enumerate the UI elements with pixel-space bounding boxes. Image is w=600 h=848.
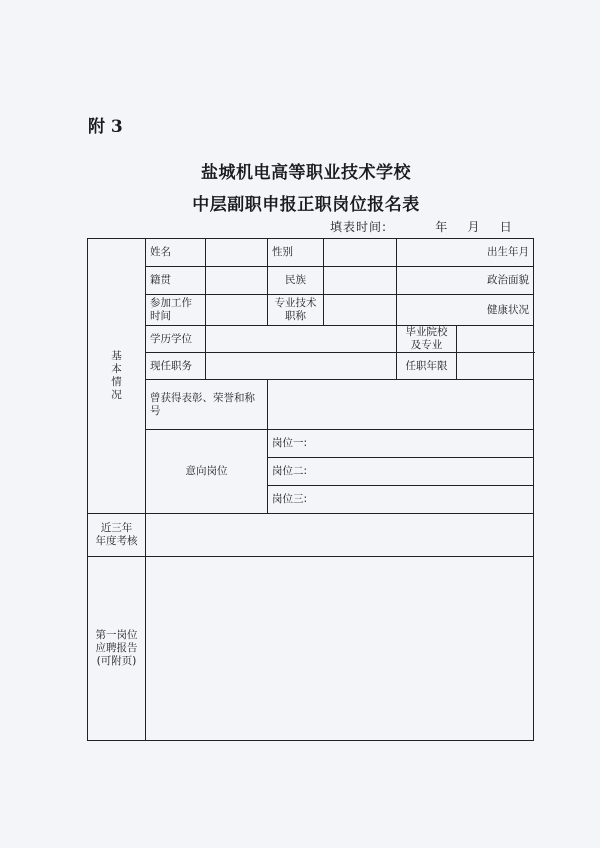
input-honors[interactable] (268, 380, 534, 430)
label-honors: 曾获得表彰、荣誉和称 号 (146, 380, 268, 430)
label-political-status: 政治面貌 (397, 267, 534, 295)
label-school: 毕业院校 及专业 (397, 326, 457, 353)
label-title: 专业技术 职称 (268, 295, 324, 326)
label-gender: 性别 (268, 239, 324, 267)
input-title[interactable] (324, 295, 397, 326)
input-current-post[interactable] (206, 353, 397, 380)
input-report[interactable] (146, 557, 534, 741)
input-post-3[interactable]: 岗位三: (268, 486, 534, 514)
input-native-place[interactable] (206, 267, 268, 295)
label-desired-post: 意向岗位 (146, 430, 268, 514)
label-ethnicity: 民族 (268, 267, 324, 295)
fill-date-label: 填表时间: (330, 220, 388, 234)
input-gender[interactable] (324, 239, 397, 267)
section-appraisal: 近三年 年度考核 (88, 514, 146, 557)
label-degree: 学历学位 (146, 326, 206, 353)
input-school[interactable] (457, 326, 534, 353)
fill-date-day: 日 (499, 220, 513, 234)
registration-table (87, 238, 534, 741)
input-post-1[interactable]: 岗位一: (268, 430, 534, 458)
input-post-2[interactable]: 岗位二: (268, 458, 534, 486)
label-name: 姓名 (146, 239, 206, 267)
section-report: 第一岗位 应聘报告 (可附页) (88, 557, 146, 741)
label-health: 健康状况 (397, 295, 534, 326)
label-tenure: 任职年限 (397, 353, 457, 380)
label-current-post: 现任职务 (146, 353, 206, 380)
fill-date-month: 月 (467, 220, 481, 234)
form-title: 中层副职申报正职岗位报名表 (192, 195, 420, 215)
fill-date (330, 218, 513, 235)
annex-label: 附 3 (88, 117, 123, 137)
section-basic-info: 基 本 情 况 (88, 239, 146, 514)
school-title: 盐城机电高等职业技术学校 (201, 163, 411, 183)
input-degree[interactable] (206, 326, 397, 353)
input-name[interactable] (206, 239, 268, 267)
label-birth: 出生年月 (397, 239, 534, 267)
input-work-start[interactable] (206, 295, 268, 326)
input-appraisal[interactable] (146, 514, 534, 557)
label-native-place: 籍贯 (146, 267, 206, 295)
label-work-start: 参加工作 时间 (146, 295, 206, 326)
fill-date-year: 年 (435, 220, 449, 234)
input-ethnicity[interactable] (324, 267, 397, 295)
input-tenure[interactable] (457, 353, 534, 380)
